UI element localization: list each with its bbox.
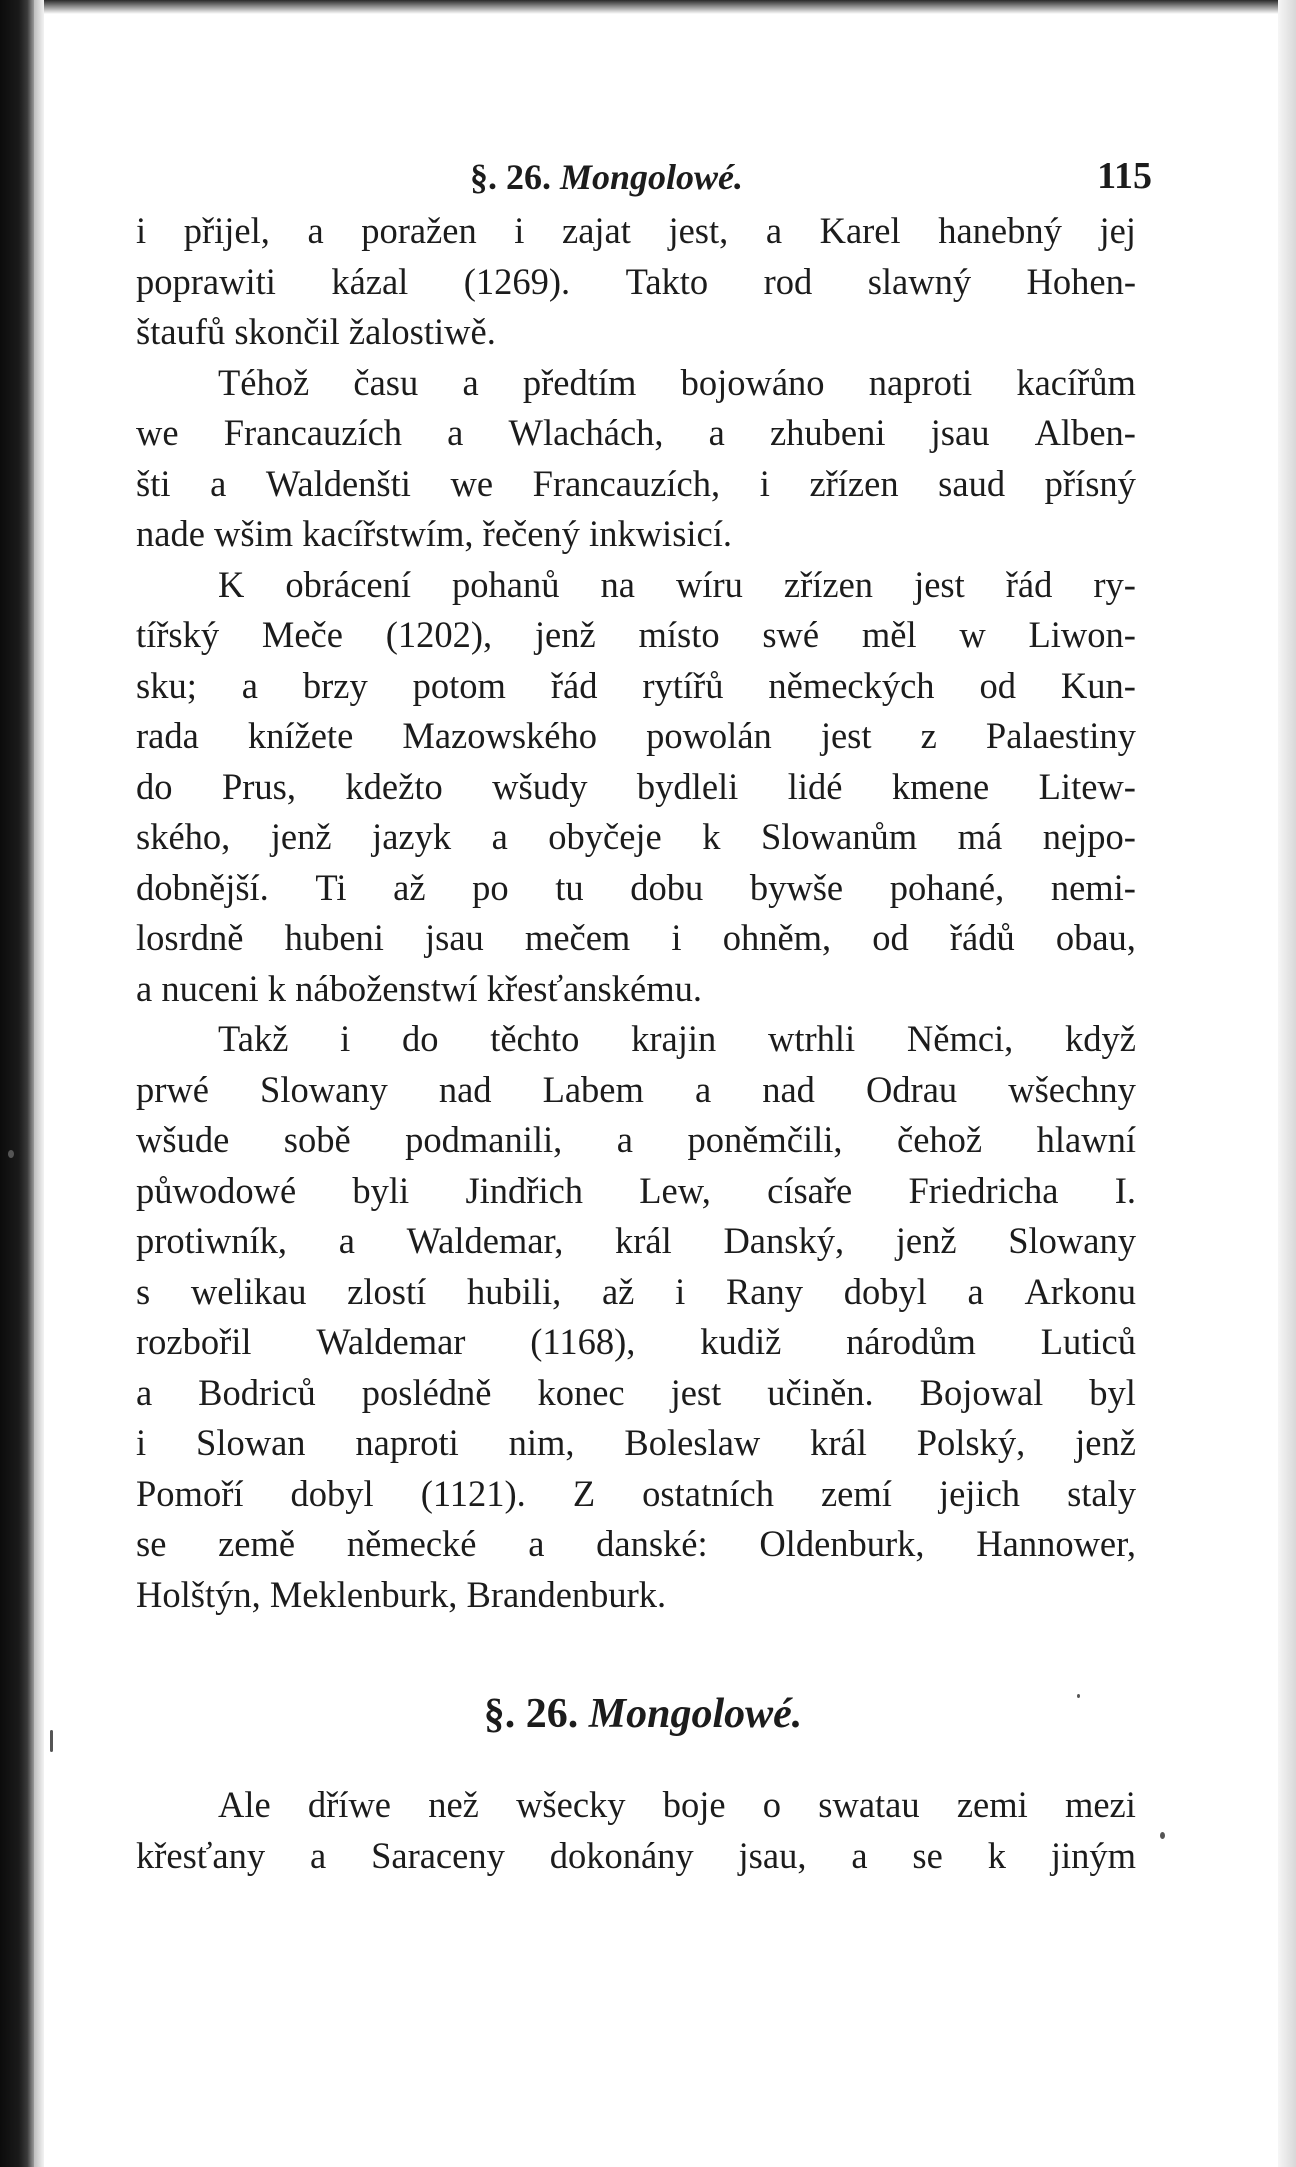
page-gutter [34,0,44,2167]
text-line: i přijel, a poražen i zajat jest, a Karel hanebný jej [136,210,1136,251]
text-line: štaufů skončil žalostiwě. [136,311,496,352]
text-line: šti a Waldenšti we Francauzích, i zřízen saud přísný [136,462,1136,504]
text-line: půwodowé byli Jindřich Lew, císaře Friedricha I. [136,1169,1136,1211]
text-line: losrdně hubeni jsau mečem i ohněm, od řádů obau, [136,917,1136,958]
paragraph-4 [136,1014,1136,1620]
text-line: poprawiti kázal (1269). Takto rod slawný Hohen- [136,260,1136,302]
running-section-name: Mongolowé. [560,157,744,197]
section-title: Mongolowé. [588,1691,803,1737]
text-line: ského, jenž jazyk a obyčeje k Slowanům má nejpo- [136,816,1136,857]
text-line: a Bodriců poslédně konec jest učiněn. Bojowal byl [136,1371,1136,1413]
text-line: Téhož času a předtím bojowáno naproti kacířům [218,361,1136,403]
closing-paragraph [136,1780,1136,1881]
scan-speck [8,1150,14,1158]
text-line: protiwník, a Waldemar, král Danský, jenž Slowany [136,1220,1136,1261]
section-number: §. 26. [483,1691,579,1737]
text-line: sku; a brzy potom řád rytířů německých od Kun- [136,664,1136,706]
running-head [136,150,1152,206]
text-line: nade wšim kacířstwím, řečený inkwisicí. [136,513,733,554]
section-heading [136,1690,1136,1740]
text-line: prwé Slowany nad Labem a nad Odrau wšechny [136,1068,1136,1110]
text-line: Takž i do těchto krajin wtrhli Němci, když [218,1018,1136,1059]
text-line: wšude sobě podmanili, a poněmčili, čehož hlawní [136,1119,1136,1160]
page-edge-right [1278,0,1296,2167]
book-spine-shadow [0,0,34,2167]
scan-speck [50,1730,53,1752]
scan-shadow-top [0,0,1296,14]
text-line: Holštýn, Meklenburk, Brandenburk. [136,1573,667,1615]
page-number: 115 [1097,155,1152,197]
text-line: dobnější. Ti až po tu dobu bywše pohané, nemi- [136,866,1136,908]
text-line: tířský Meče (1202), jenž místo swé měl w Liwon- [136,614,1136,655]
paragraph-2 [136,358,1136,560]
text-line: do Prus, kdežto wšudy bydleli lidé kmene Litew- [136,765,1136,807]
text-line: Pomoří dobyl (1121). Z ostatních zemí jejich staly [136,1472,1136,1514]
text-line: a nuceni k náboženstwí křesťanskému. [136,967,702,1009]
text-line: rozbořil Waldemar (1168), kudiž národům Luticů [136,1321,1136,1362]
text-line: Ale dříwe než wšecky boje o swatau zemi mezi [218,1784,1136,1825]
text-line: rada knížete Mazowského powolán jest z Palaestiny [136,715,1136,756]
paragraph-1 [136,206,1136,358]
text-line: se země německé a danské: Oldenburk, Hannower, [136,1523,1136,1564]
text-line: K obrácení pohanů na wíru zřízen jest řád ry- [218,563,1136,605]
text-line: s welikau zlostí hubili, až i Rany dobyl a Arkonu [136,1270,1136,1312]
book-page [136,150,1152,1881]
text-line: i Slowan naproti nim, Boleslaw král Polský, jenž [136,1422,1136,1463]
running-section-mark: §. 26. [470,157,551,197]
scan-speck [1160,1832,1165,1839]
text-line: křesťany a Saraceny dokonány jsau, a se k jiným [136,1834,1136,1876]
paragraph-3 [136,560,1136,1015]
running-title [470,156,743,198]
text-line: we Francauzích a Wlachách, a zhubeni jsau Alben- [136,412,1136,453]
